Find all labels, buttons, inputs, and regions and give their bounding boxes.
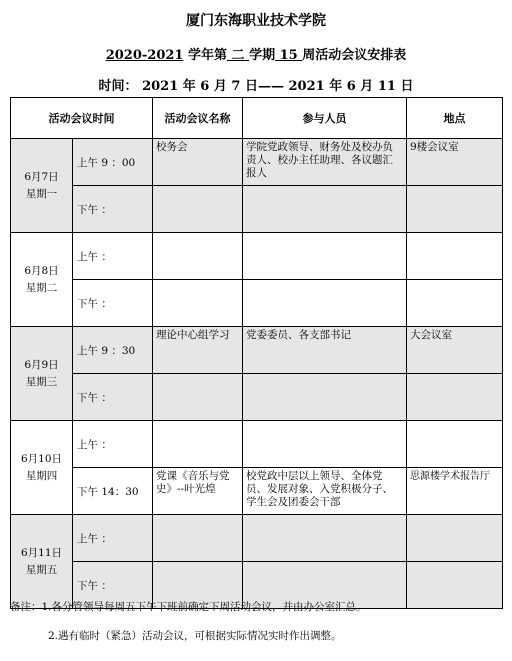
table-row xyxy=(11,233,503,280)
table-row xyxy=(11,468,503,515)
location-cell xyxy=(407,233,503,280)
day-weekday: 星期五 xyxy=(25,563,58,576)
time-cell: 上午 9 ：00 xyxy=(73,139,153,186)
location-cell xyxy=(407,374,503,421)
day-weekday: 星期四 xyxy=(25,469,58,482)
footnote-1: 备注：1.各分管领导每周五下午下班前确定下周活动会议，并由办公室汇总。 xyxy=(10,601,367,613)
table-name: 周活动会议安排表 xyxy=(302,48,407,63)
event-name-cell xyxy=(153,374,243,421)
event-name-cell xyxy=(153,233,243,280)
time-cell: 上午 ： xyxy=(73,233,153,280)
term-suffix: 学期 xyxy=(249,48,276,63)
day-cell xyxy=(11,421,73,515)
location-cell xyxy=(407,186,503,233)
event-name-cell xyxy=(153,421,243,468)
day-cell xyxy=(11,327,73,421)
time-cell: 下午 ： xyxy=(73,186,153,233)
participants-cell xyxy=(243,515,407,562)
academic-year: 2020-2021 xyxy=(105,48,184,63)
time-cell: 下午 14：30 xyxy=(73,468,153,515)
participants-cell: 党委委员、各支部书记 xyxy=(243,327,407,374)
time-cell: 上午 ： xyxy=(73,515,153,562)
header-place: 地点 xyxy=(407,98,503,139)
location-cell xyxy=(407,515,503,562)
participants-cell xyxy=(243,374,407,421)
event-name-cell: 校务会 xyxy=(153,139,243,186)
table-row xyxy=(11,139,503,186)
week-number: 15 xyxy=(275,48,303,63)
location-cell xyxy=(407,421,503,468)
header-time: 活动会议时间 xyxy=(11,98,153,139)
school-title: 厦门东海职业技术学院 xyxy=(186,13,326,29)
day-date: 6月10日 xyxy=(20,452,63,465)
time-label: 时间： xyxy=(98,79,138,94)
event-name-cell xyxy=(153,280,243,327)
event-name-cell: 党课《音乐与党史》--叶光煌 xyxy=(153,468,243,515)
participants-cell: 学院党政领导、财务处及校办负责人、校办主任助理、各议题汇报人 xyxy=(243,139,407,186)
location-cell: 思源楼学术报告厅 xyxy=(407,468,503,515)
header-people: 参与人员 xyxy=(243,98,407,139)
event-name-cell xyxy=(153,515,243,562)
event-name-cell: 理论中心组学习 xyxy=(153,327,243,374)
day-cell xyxy=(11,515,73,609)
table-header-row xyxy=(11,98,503,139)
table-row xyxy=(11,515,503,562)
day-weekday: 星期二 xyxy=(25,281,58,294)
day-cell xyxy=(11,233,73,327)
location-cell xyxy=(407,280,503,327)
table-row xyxy=(11,327,503,374)
day-cell xyxy=(11,139,73,233)
participants-cell xyxy=(243,421,407,468)
time-cell: 下午 ： xyxy=(73,280,153,327)
location-cell xyxy=(407,562,503,609)
schedule-title xyxy=(0,44,512,63)
day-date: 6月11日 xyxy=(20,546,63,559)
table-row xyxy=(11,421,503,468)
time-cell: 下午 ： xyxy=(73,562,153,609)
footnote-2: 2.遇有临时（紧急）活动会议，可根据实际情况实时作出调整。 xyxy=(48,630,342,642)
event-name-cell xyxy=(153,186,243,233)
table-row xyxy=(11,186,503,233)
participants-cell: 校党政中层以上领导、全体党员、发展对象、入党积极分子、学生会及团委会干部 xyxy=(243,468,407,515)
participants-cell xyxy=(243,233,407,280)
header-name: 活动会议名称 xyxy=(153,98,243,139)
day-weekday: 星期三 xyxy=(25,375,58,388)
table-row xyxy=(11,280,503,327)
day-date: 6月9日 xyxy=(24,358,59,371)
day-weekday: 星期一 xyxy=(25,187,58,200)
table-row xyxy=(11,374,503,421)
time-cell: 下午 ： xyxy=(73,374,153,421)
time-cell: 上午 9 ：30 xyxy=(73,327,153,374)
day-date: 6月8日 xyxy=(24,264,59,277)
schedule-table xyxy=(10,97,503,609)
term-number: 二 xyxy=(227,48,250,63)
day-date: 6月7日 xyxy=(24,170,59,183)
date-range-line xyxy=(0,75,512,94)
date-range: 2021 年 6 月 7 日—— 2021 年 6 月 11 日 xyxy=(142,79,414,94)
academic-year-suffix: 学年第 xyxy=(183,48,228,63)
participants-cell xyxy=(243,280,407,327)
location-cell: 9楼会议室 xyxy=(407,139,503,186)
participants-cell xyxy=(243,186,407,233)
time-cell: 上午 ： xyxy=(73,421,153,468)
location-cell: 大会议室 xyxy=(407,327,503,374)
